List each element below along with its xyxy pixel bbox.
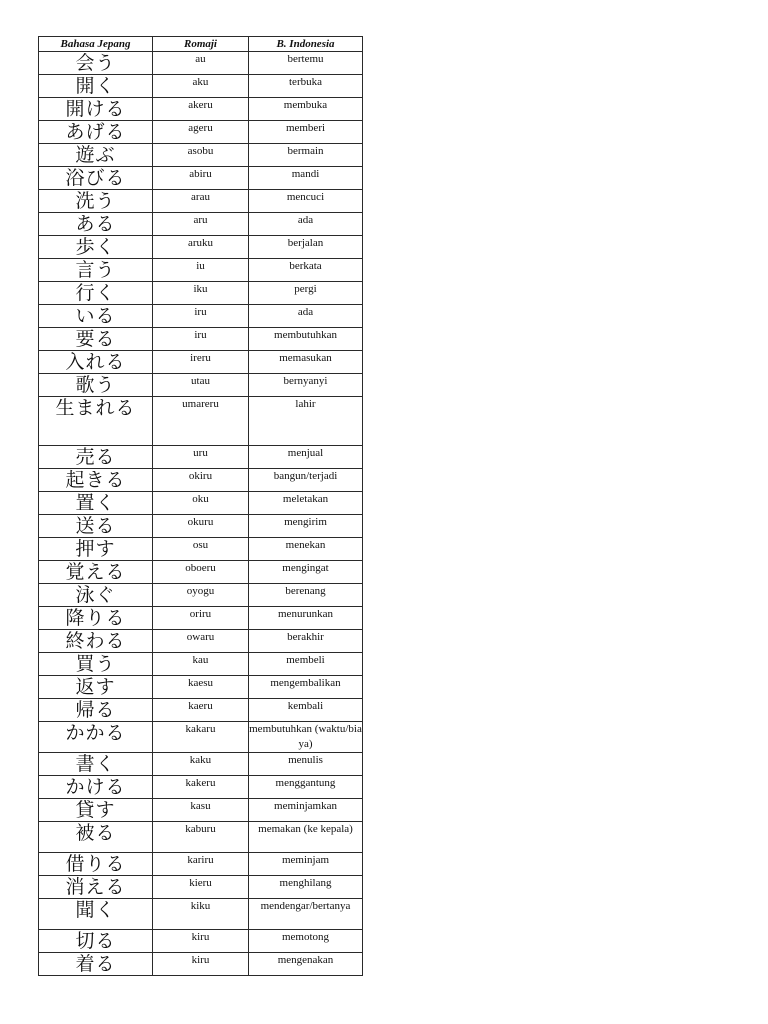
- romaji-cell: kakaru: [153, 722, 249, 753]
- indonesian-meaning-cell: kembali: [249, 699, 363, 722]
- table-row: [39, 753, 363, 776]
- table-header: [39, 37, 363, 52]
- romaji-cell: owaru: [153, 630, 249, 653]
- table-row: [39, 584, 363, 607]
- japanese-word-cell: 切る: [39, 930, 153, 953]
- table-row: [39, 930, 363, 953]
- japanese-word-cell: 降りる: [39, 607, 153, 630]
- romaji-cell: iru: [153, 305, 249, 328]
- indonesian-meaning-cell: terbuka: [249, 75, 363, 98]
- table-row: [39, 799, 363, 822]
- japanese-word-cell: 会う: [39, 52, 153, 75]
- indonesian-meaning-cell: pergi: [249, 282, 363, 305]
- japanese-word-cell: いる: [39, 305, 153, 328]
- table-row: [39, 853, 363, 876]
- table-row: [39, 190, 363, 213]
- romaji-cell: kiru: [153, 953, 249, 976]
- table-row: [39, 282, 363, 305]
- japanese-word-cell: 行く: [39, 282, 153, 305]
- table-row: [39, 75, 363, 98]
- indonesian-meaning-cell: lahir: [249, 397, 363, 446]
- japanese-word-cell: 生まれる: [39, 397, 153, 446]
- romaji-cell: au: [153, 52, 249, 75]
- romaji-cell: kakeru: [153, 776, 249, 799]
- romaji-cell: kiru: [153, 930, 249, 953]
- japanese-word-cell: 開く: [39, 75, 153, 98]
- table-row: [39, 469, 363, 492]
- indonesian-meaning-cell: ada: [249, 305, 363, 328]
- table-row: [39, 953, 363, 976]
- japanese-word-cell: 帰る: [39, 699, 153, 722]
- japanese-word-cell: 終わる: [39, 630, 153, 653]
- table-row: [39, 374, 363, 397]
- japanese-word-cell: 起きる: [39, 469, 153, 492]
- indonesian-meaning-cell: membuka: [249, 98, 363, 121]
- table-row: [39, 676, 363, 699]
- japanese-word-cell: 要る: [39, 328, 153, 351]
- table-row: [39, 653, 363, 676]
- table-row: [39, 98, 363, 121]
- indonesian-meaning-cell: meminjam: [249, 853, 363, 876]
- romaji-cell: ireru: [153, 351, 249, 374]
- japanese-word-cell: ある: [39, 213, 153, 236]
- japanese-word-cell: 聞く: [39, 899, 153, 930]
- romaji-cell: kau: [153, 653, 249, 676]
- japanese-word-cell: 歩く: [39, 236, 153, 259]
- japanese-word-cell: 消える: [39, 876, 153, 899]
- header-romaji: Romaji: [153, 37, 249, 52]
- japanese-word-cell: 洗う: [39, 190, 153, 213]
- indonesian-meaning-cell: mandi: [249, 167, 363, 190]
- table-row: [39, 446, 363, 469]
- indonesian-meaning-cell: mengirim: [249, 515, 363, 538]
- table-row: [39, 213, 363, 236]
- romaji-cell: iru: [153, 328, 249, 351]
- indonesian-meaning-cell: mengingat: [249, 561, 363, 584]
- japanese-word-cell: 泳ぐ: [39, 584, 153, 607]
- table-row: [39, 328, 363, 351]
- table-row: [39, 722, 363, 753]
- romaji-cell: uru: [153, 446, 249, 469]
- table-row: [39, 607, 363, 630]
- vocabulary-table: [38, 36, 363, 976]
- romaji-cell: okuru: [153, 515, 249, 538]
- indonesian-meaning-cell: bertemu: [249, 52, 363, 75]
- romaji-cell: aruku: [153, 236, 249, 259]
- romaji-cell: aru: [153, 213, 249, 236]
- romaji-cell: kaburu: [153, 822, 249, 853]
- japanese-word-cell: かかる: [39, 722, 153, 753]
- indonesian-meaning-cell: meletakan: [249, 492, 363, 515]
- table-row: [39, 121, 363, 144]
- romaji-cell: aku: [153, 75, 249, 98]
- table-row: [39, 899, 363, 930]
- table-row: [39, 492, 363, 515]
- indonesian-meaning-cell: bangun/terjadi: [249, 469, 363, 492]
- indonesian-meaning-cell: berkata: [249, 259, 363, 282]
- romaji-cell: arau: [153, 190, 249, 213]
- table-row: [39, 538, 363, 561]
- japanese-word-cell: 売る: [39, 446, 153, 469]
- table-row: [39, 167, 363, 190]
- romaji-cell: ageru: [153, 121, 249, 144]
- indonesian-meaning-cell: menurunkan: [249, 607, 363, 630]
- table-row: [39, 630, 363, 653]
- romaji-cell: osu: [153, 538, 249, 561]
- japanese-word-cell: 貸す: [39, 799, 153, 822]
- romaji-cell: kariru: [153, 853, 249, 876]
- indonesian-meaning-cell: membutuhkan: [249, 328, 363, 351]
- header-japanese: Bahasa Jepang: [39, 37, 153, 52]
- romaji-cell: kieru: [153, 876, 249, 899]
- indonesian-meaning-cell: menjual: [249, 446, 363, 469]
- indonesian-meaning-cell: menggantung: [249, 776, 363, 799]
- indonesian-meaning-cell: berjalan: [249, 236, 363, 259]
- romaji-cell: okiru: [153, 469, 249, 492]
- japanese-word-cell: 被る: [39, 822, 153, 853]
- romaji-cell: oriru: [153, 607, 249, 630]
- romaji-cell: umareru: [153, 397, 249, 446]
- table-row: [39, 236, 363, 259]
- japanese-word-cell: 浴びる: [39, 167, 153, 190]
- table-row: [39, 515, 363, 538]
- indonesian-meaning-cell: memberi: [249, 121, 363, 144]
- indonesian-meaning-cell: menekan: [249, 538, 363, 561]
- romaji-cell: kaesu: [153, 676, 249, 699]
- table-row: [39, 305, 363, 328]
- indonesian-meaning-cell: ada: [249, 213, 363, 236]
- romaji-cell: oyogu: [153, 584, 249, 607]
- japanese-word-cell: 返す: [39, 676, 153, 699]
- table-body: [39, 52, 363, 976]
- japanese-word-cell: 置く: [39, 492, 153, 515]
- romaji-cell: kiku: [153, 899, 249, 930]
- indonesian-meaning-cell: membeli: [249, 653, 363, 676]
- japanese-word-cell: 送る: [39, 515, 153, 538]
- romaji-cell: kaeru: [153, 699, 249, 722]
- table-row: [39, 52, 363, 75]
- indonesian-meaning-cell: mendengar/bertanya: [249, 899, 363, 930]
- romaji-cell: akeru: [153, 98, 249, 121]
- japanese-word-cell: 入れる: [39, 351, 153, 374]
- romaji-cell: iku: [153, 282, 249, 305]
- japanese-word-cell: 書く: [39, 753, 153, 776]
- indonesian-meaning-cell: berakhir: [249, 630, 363, 653]
- table-row: [39, 351, 363, 374]
- japanese-word-cell: 開ける: [39, 98, 153, 121]
- romaji-cell: kasu: [153, 799, 249, 822]
- indonesian-meaning-cell: menulis: [249, 753, 363, 776]
- japanese-word-cell: 覚える: [39, 561, 153, 584]
- indonesian-meaning-cell: berenang: [249, 584, 363, 607]
- indonesian-meaning-cell: menghilang: [249, 876, 363, 899]
- japanese-word-cell: 遊ぶ: [39, 144, 153, 167]
- romaji-cell: oboeru: [153, 561, 249, 584]
- romaji-cell: asobu: [153, 144, 249, 167]
- header-indonesian: B. Indonesia: [249, 37, 363, 52]
- indonesian-meaning-cell: mengenakan: [249, 953, 363, 976]
- indonesian-meaning-cell: memasukan: [249, 351, 363, 374]
- japanese-word-cell: 言う: [39, 259, 153, 282]
- japanese-word-cell: あげる: [39, 121, 153, 144]
- indonesian-meaning-cell: bermain: [249, 144, 363, 167]
- indonesian-meaning-cell: meminjamkan: [249, 799, 363, 822]
- japanese-word-cell: 着る: [39, 953, 153, 976]
- table-row: [39, 259, 363, 282]
- table-row: [39, 699, 363, 722]
- table-row: [39, 776, 363, 799]
- indonesian-meaning-cell: memotong: [249, 930, 363, 953]
- table-row: [39, 397, 363, 446]
- table-row: [39, 876, 363, 899]
- romaji-cell: iu: [153, 259, 249, 282]
- indonesian-meaning-cell: mengembalikan: [249, 676, 363, 699]
- japanese-word-cell: 歌う: [39, 374, 153, 397]
- table-row: [39, 822, 363, 853]
- romaji-cell: oku: [153, 492, 249, 515]
- romaji-cell: utau: [153, 374, 249, 397]
- indonesian-meaning-cell: membutuhkan (waktu/biaya): [249, 722, 363, 753]
- table-row: [39, 561, 363, 584]
- header-row: [39, 37, 363, 52]
- romaji-cell: abiru: [153, 167, 249, 190]
- romaji-cell: kaku: [153, 753, 249, 776]
- table-row: [39, 144, 363, 167]
- japanese-word-cell: 押す: [39, 538, 153, 561]
- indonesian-meaning-cell: memakan (ke kepala): [249, 822, 363, 853]
- indonesian-meaning-cell: mencuci: [249, 190, 363, 213]
- indonesian-meaning-cell: bernyanyi: [249, 374, 363, 397]
- japanese-word-cell: かける: [39, 776, 153, 799]
- japanese-word-cell: 買う: [39, 653, 153, 676]
- japanese-word-cell: 借りる: [39, 853, 153, 876]
